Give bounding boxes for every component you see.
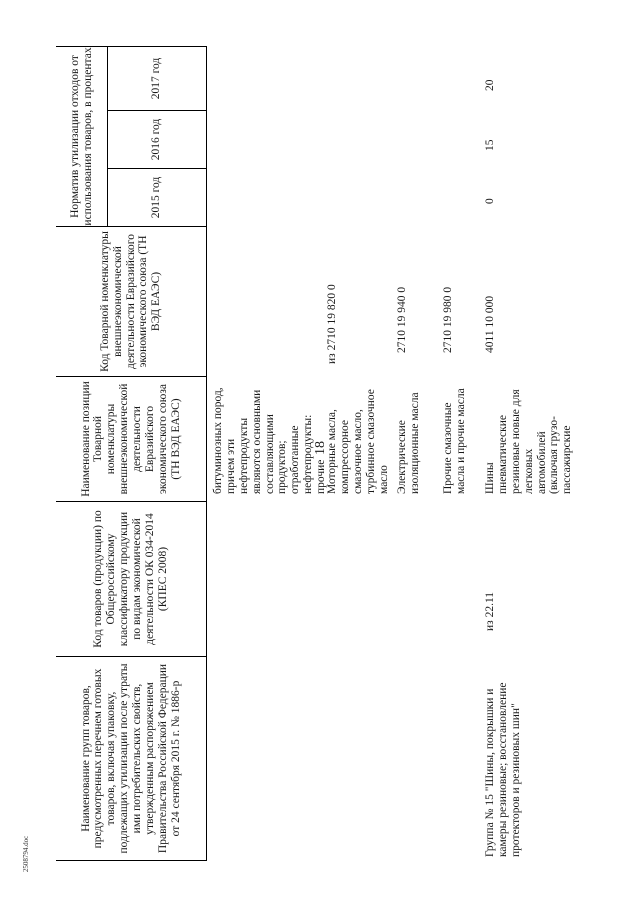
norms-table bbox=[56, 46, 574, 861]
table-cell-2016: 15 bbox=[484, 139, 496, 151]
header-year-2017: 2017 год bbox=[108, 46, 206, 110]
table-cell-code: 4011 10 000 bbox=[484, 295, 496, 353]
table-cell-2017: 20 bbox=[484, 79, 496, 91]
table-cell-group: Группа № 15 "Шины, покрышки и камеры резиновые; восстановление протекторов и резиновых шин" bbox=[484, 682, 522, 857]
header-year-2016: 2016 год bbox=[108, 110, 206, 168]
page-number: 18 bbox=[313, 441, 328, 455]
header-tnved-code: Код Товарной номенклатуры внешнеэкономической деятельности Евразийского экономического союза (ТН ВЭД ЕАЭС) bbox=[56, 226, 206, 376]
document-footer: 2508794.doc bbox=[22, 835, 31, 873]
header-group-name: Наименование групп товаров, предусмотренных перечнем готовых товаров, включая упаковку, подлежащих утилизации после утраты ими потребительских свойств, утвержденным распоряжением Правительства Российской Федерации от 24 сентября 2015 г. № 1886-р bbox=[56, 656, 206, 861]
table-cell-name: Прочие смазочные масла и прочие масла bbox=[442, 388, 467, 494]
table-cell-2015: 0 bbox=[484, 198, 496, 204]
table-cell-name: Моторные масла, компрессорное смазочное масло, турбинное смазочное масло bbox=[326, 389, 390, 494]
table-cell-okpd: из 22.11 bbox=[484, 591, 496, 631]
table-cell-name: битуминозных пород, причем эти нефтепродукты являются основными составляющими продуктов; отработанные нефтепродукты: прочие bbox=[212, 387, 327, 494]
header-year-2015: 2015 год bbox=[108, 168, 206, 226]
table-cell-code: 2710 19 980 0 bbox=[442, 286, 454, 353]
header-norm: Норматив утилизации отходов от использования товаров, в процентах bbox=[56, 46, 108, 226]
table-cell-name: Электрические изоляционные масла bbox=[396, 392, 421, 494]
table-body bbox=[206, 46, 574, 861]
table-cell-code: из 2710 19 820 0 bbox=[326, 284, 338, 364]
header-okpd-code: Код товаров (продукции) по Общероссийскому классификатору продукции по видам экономической деятельности ОК 034-2014 (КПЕС 2008) bbox=[56, 501, 206, 656]
table-header bbox=[56, 46, 207, 861]
table-cell-name: Шины пневматические резиновые новые для легковых автомобилей (включая грузо-пассажирские bbox=[484, 389, 574, 494]
header-tnved-name: Наименование позиции Товарной номенклатуры внешнеэкономической деятельности Евразийского экономического союза (ТН ВЭД ЕАЭС) bbox=[56, 376, 206, 501]
table-cell-code: 2710 19 940 0 bbox=[396, 286, 408, 353]
